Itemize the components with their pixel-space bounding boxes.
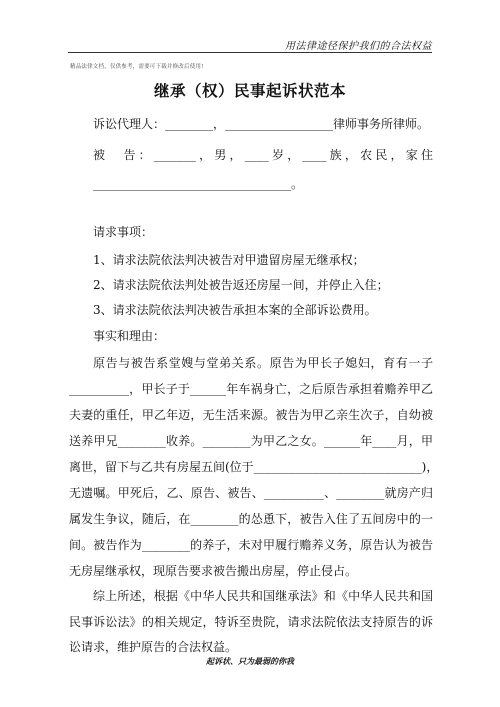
body-line: 1、请求法院依法判决被告对甲遗留房屋无继承权； — [93, 253, 365, 267]
body-line: 离世，留下与乙共有房屋五间(位于____________________________)， — [69, 460, 439, 474]
body-line: 被 告：_______，男，____岁，____族，农民，家住 — [93, 148, 433, 162]
usage-notice: 精品法律文档，仅供参考，需要可下载并修改后使用! — [70, 64, 204, 70]
body-line: 3、请求法院依法判决被告承担本案的全部诉讼费用。 — [93, 303, 377, 317]
body-line: 请求事项： — [93, 225, 154, 239]
body-line: 讼请求，维护原告的合法权益。 — [69, 640, 238, 654]
body-line: 属发生争议，随后，在________的怂恿下，被告入住了五间房中的一 — [69, 512, 433, 526]
body-line: __________，甲长子于______年车祸身亡，之后原告承担着赡养甲乙 — [69, 382, 433, 396]
body-line: 间。被告作为________的养子，未对甲履行赡养义务，原告认为被告 — [69, 538, 433, 552]
body-line: 无房屋继承权，现原告要求被告搬出房屋，停止侵占。 — [69, 564, 358, 578]
body-line: 民事诉讼法》的相关规定，特诉至贵院，请求法院依法支持原告的诉 — [69, 615, 433, 629]
body-line: 诉讼代理人：________，__________________律师事务所律师。 — [93, 117, 430, 131]
body-line: 事实和理由： — [93, 329, 166, 343]
document-title: 继承（权）民事起诉状范本 — [153, 82, 346, 100]
header-slogan: 用法律途径保护我们的合法权益 — [285, 41, 432, 52]
body-line: 送养甲兄________收养。________为甲乙之女。______年____月，甲 — [69, 434, 433, 448]
body-line: 原告与被告系堂嫂与堂弟关系。原告为甲长子媳妇，育有一子 — [93, 356, 433, 370]
body-line: 综上所述，根据《中华人民共和国继承法》和《中华人民共和国 — [93, 589, 433, 603]
body-line: 夫妻的重任，甲乙年迈，无生活来源。被告为甲乙亲生次子，自幼被 — [69, 408, 433, 422]
body-line: _________________________________。 — [93, 177, 304, 191]
body-line: 2、请求法院依法判处被告返还房屋一间，并停止入住； — [93, 278, 389, 292]
footer-text: 起诉状、只为最弱的你我 — [206, 656, 294, 666]
header-divider — [68, 52, 432, 53]
body-line: 无遗嘱。甲死后，乙、原告、被告、__________、________就房产归 — [69, 486, 433, 500]
